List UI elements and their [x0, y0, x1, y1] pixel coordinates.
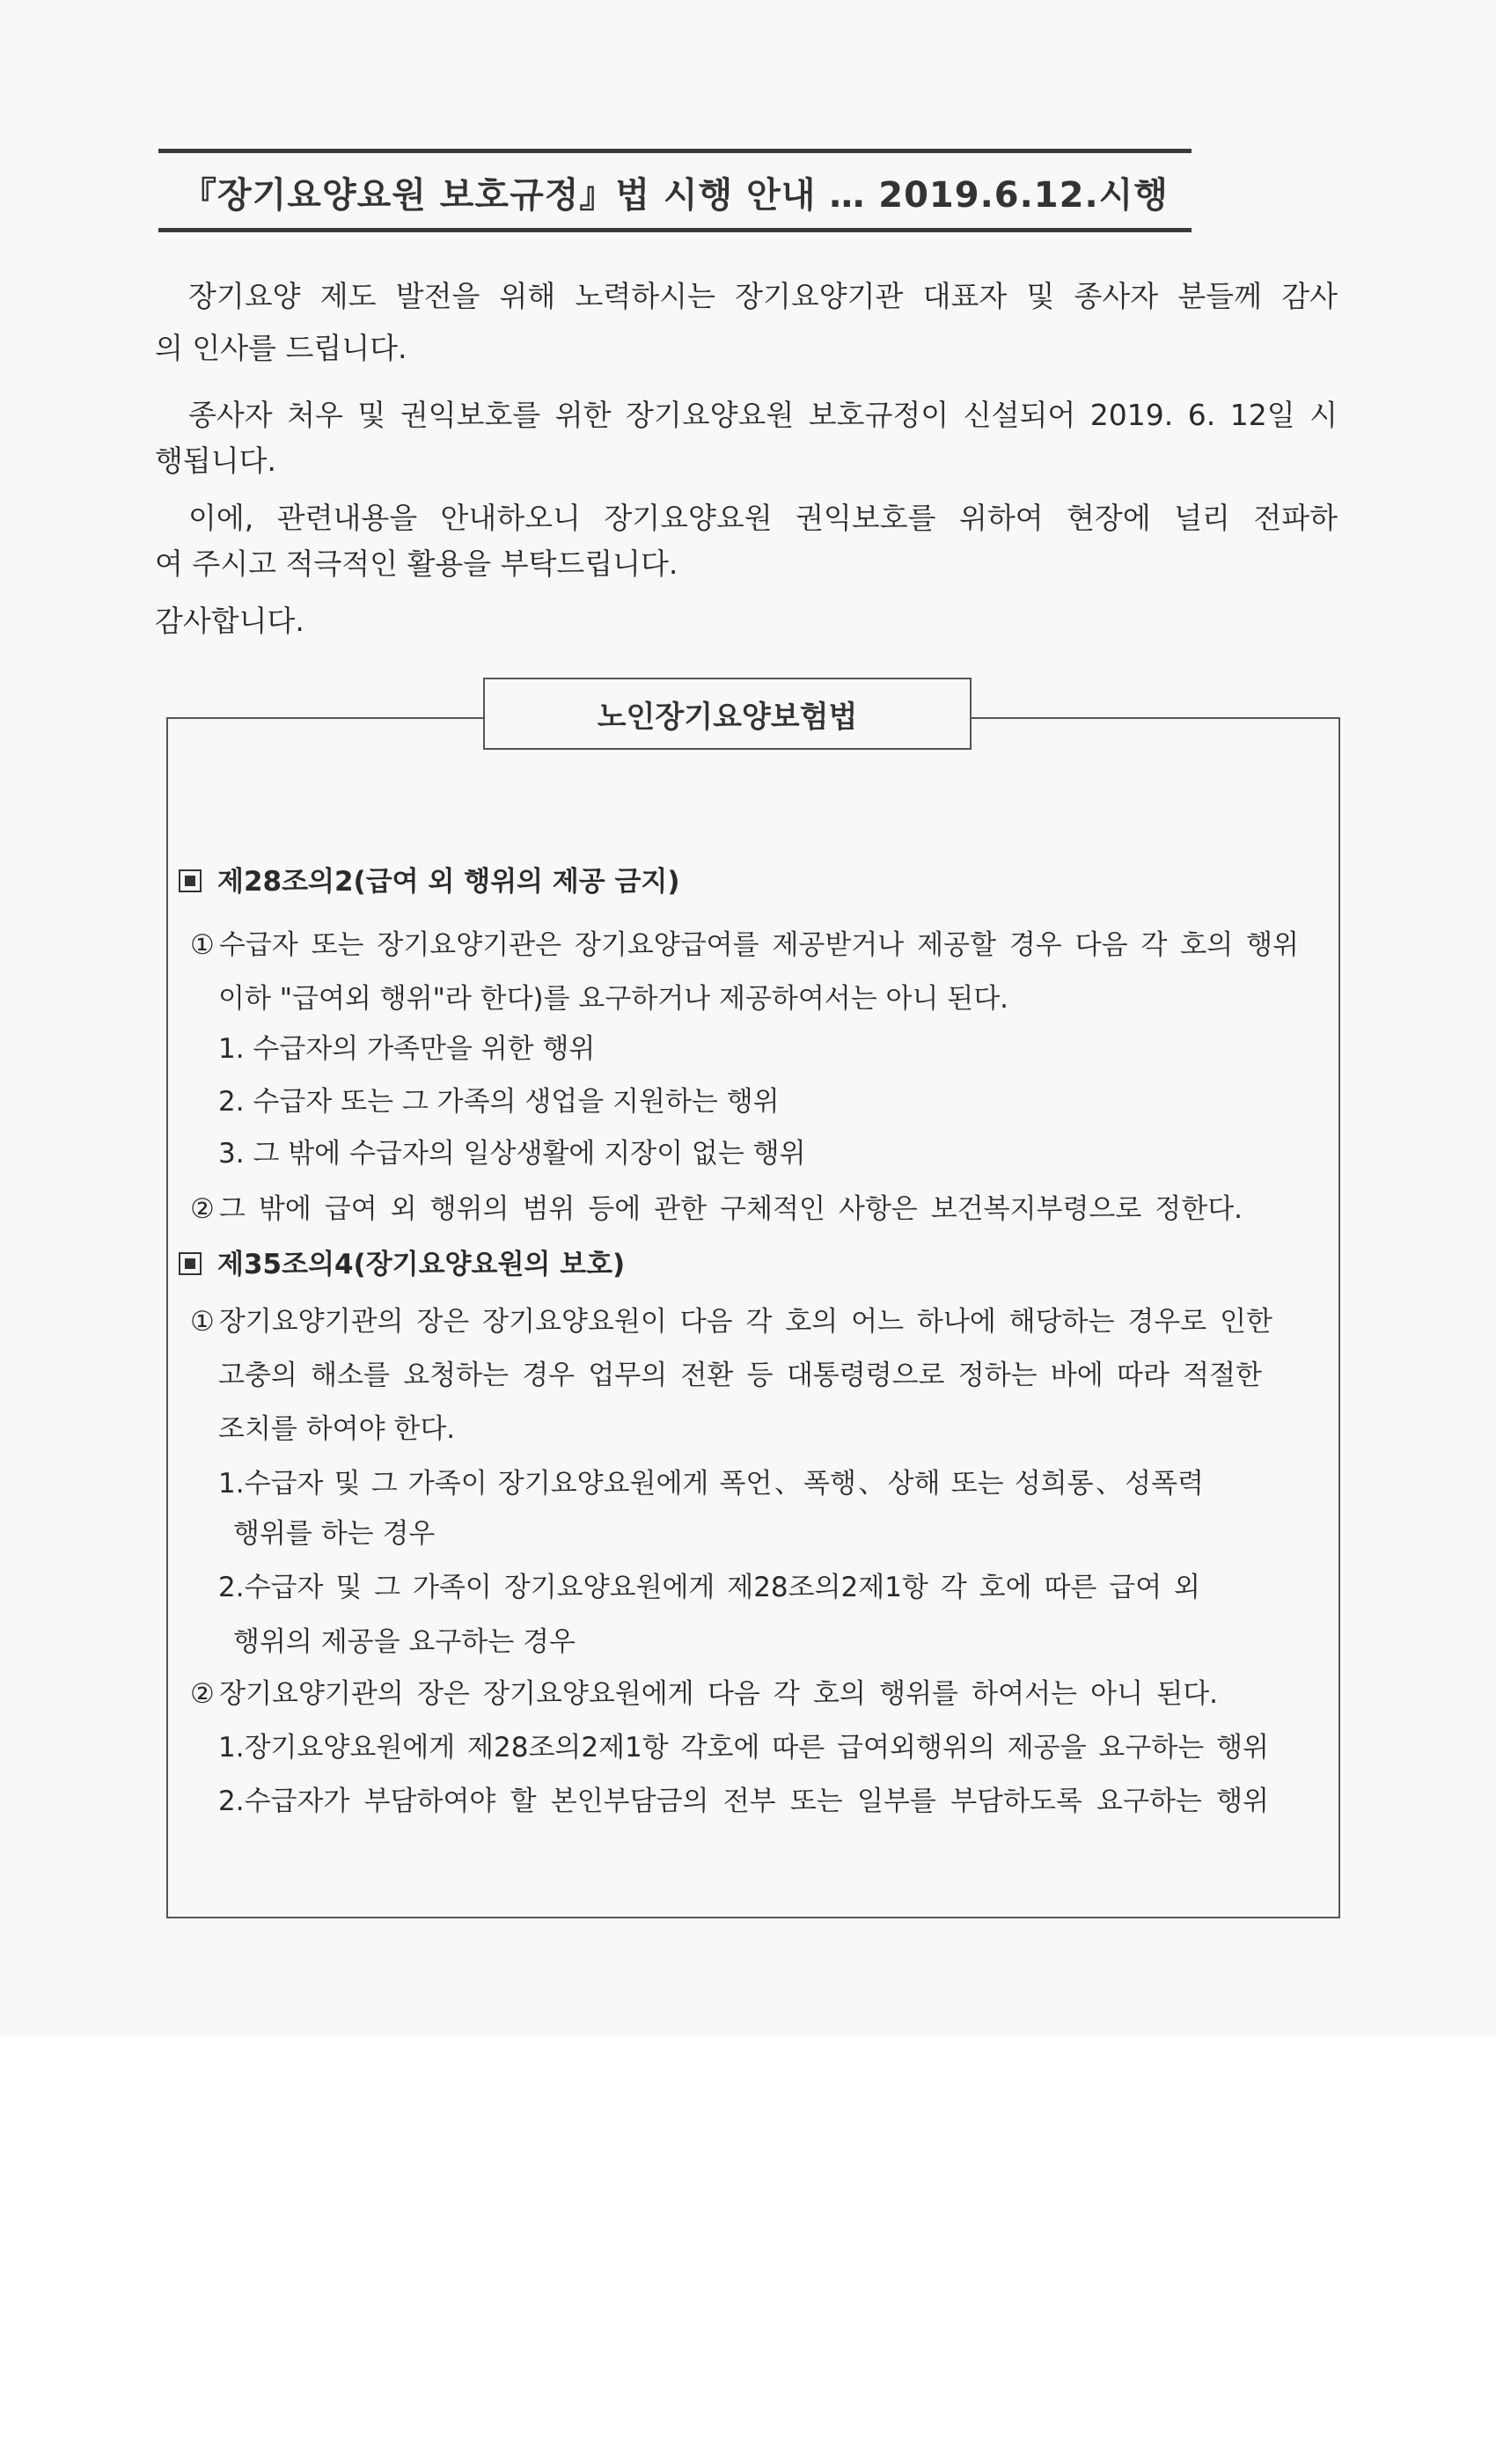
intro-line: 감사합니다.	[155, 604, 304, 638]
intro-line: 의 인사를 드립니다.	[155, 331, 407, 365]
intro-line: 이에, 관련내용을 안내하오니 장기요양요원 권익보호를 위하여 현장에 널리 전파하	[188, 501, 1338, 535]
law-line: 행위의 제공을 요구하는 경우	[233, 1626, 576, 1658]
section-heading	[179, 866, 680, 898]
law-line: 행위를 하는 경우	[233, 1518, 436, 1550]
intro-line: 장기요양 제도 발전을 위해 노력하시는 장기요양기관 대표자 및 종사자 분들께 감사	[188, 279, 1338, 313]
law-line: 1. 수급자의 가족만을 위한 행위	[218, 1033, 596, 1065]
title-bottom-rule	[158, 228, 1192, 232]
title-top-rule	[158, 149, 1192, 153]
law-line: 고충의 해소를 요청하는 경우 업무의 전환 등 대통령령으로 정하는 바에 따라 적절한	[218, 1360, 1262, 1391]
page-title: 『장기요양요원 보호규정』법 시행 안내 … 2019.6.12.시행	[181, 175, 1169, 216]
law-line: ①장기요양기관의 장은 장기요양요원이 다음 각 호의 어느 하나에 해당하는 경우로 인한	[190, 1306, 1272, 1338]
law-line: 2. 수급자 또는 그 가족의 생업을 지원하는 행위	[218, 1086, 780, 1118]
section-heading-text: 제35조의4(장기요양요원의 보호)	[217, 1249, 626, 1280]
law-line: ②그 밖에 급여 외 행위의 범위 등에 관한 구체적인 사항은 보건복지부령으로 정한다.	[190, 1193, 1243, 1225]
law-line: 1.수급자 및 그 가족이 장기요양요원에게 폭언、폭행、상해 또는 성희롱、성폭력	[218, 1468, 1204, 1500]
law-line: 3. 그 밖에 수급자의 일상생활에 지장이 없는 행위	[218, 1138, 806, 1170]
law-line: 1.장기요양요원에게 제28조의2제1항 각호에 따른 급여외행위의 제공을 요구하는 행위	[218, 1732, 1269, 1764]
law-line: 2.수급자 및 그 가족이 장기요양요원에게 제28조의2제1항 각 호에 따른 급여 외	[218, 1572, 1200, 1603]
section-heading	[179, 1251, 625, 1279]
law-line: ②장기요양기관의 장은 장기요양요원에게 다음 각 호의 행위를 하여서는 아니 된다.	[190, 1678, 1218, 1710]
intro-line: 종사자 처우 및 권익보호를 위한 장기요양요원 보호규정이 신설되어 2019. 6. 12일 시	[188, 398, 1338, 432]
intro-line: 행됩니다.	[155, 444, 277, 478]
law-line: 조치를 하여야 한다.	[218, 1413, 456, 1445]
law-box-title: 노인장기요양보험법	[483, 678, 972, 750]
square-bullet-icon	[179, 869, 202, 892]
law-line: ①수급자 또는 장기요양기관은 장기요양급여를 제공받거나 제공할 경우 다음 각 호의 행위	[190, 929, 1299, 961]
square-bullet-icon	[179, 1252, 202, 1275]
law-line: 2.수급자가 부담하여야 할 본인부담금의 전부 또는 일부를 부담하도록 요구하는 행위	[218, 1786, 1269, 1817]
intro-line: 여 주시고 적극적인 활용을 부탁드립니다.	[155, 546, 678, 581]
law-line: 이하 "급여외 행위"라 한다)를 요구하거나 제공하여서는 아니 된다.	[218, 983, 1009, 1015]
section-heading-text: 제28조의2(급여 외 행위의 제공 금지)	[217, 866, 680, 898]
